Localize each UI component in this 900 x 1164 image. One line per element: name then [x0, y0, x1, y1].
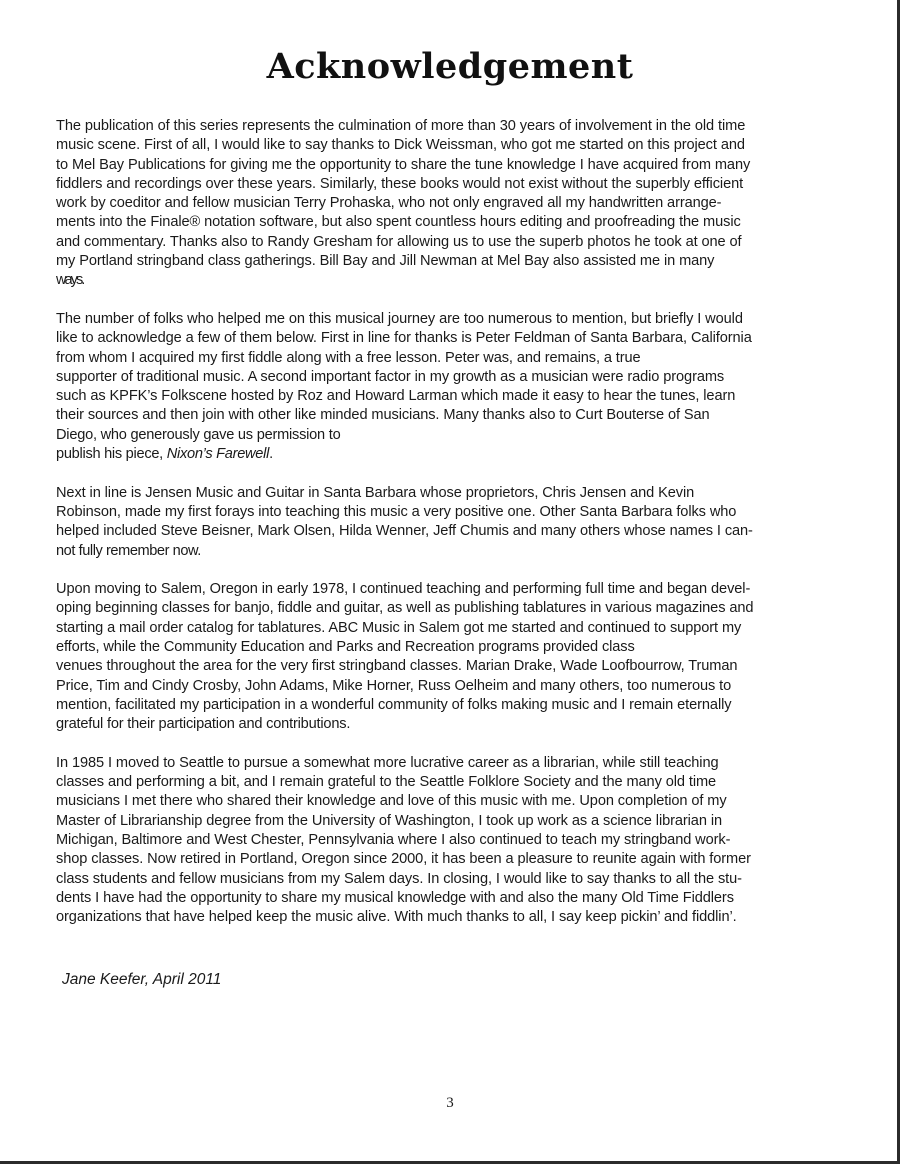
text-line: ways.	[56, 272, 84, 289]
text-line: music scene. First of all, I would like to say thanks to Dick Weissman, who got me started on this project and	[56, 137, 745, 154]
text-line: Next in line is Jensen Music and Guitar in Santa Barbara whose proprietors, Chris Jensen and Kevin	[56, 484, 695, 501]
paragraph-4	[56, 580, 856, 734]
paragraph-2	[56, 310, 856, 464]
text-line: Diego, who generously gave us permission to	[56, 426, 341, 443]
text-line: Robinson, made my first forays into teaching this music a very positive one. Other Santa Barbara folks who	[56, 503, 737, 520]
text-line: venues throughout the area for the very first stringband classes. Marian Drake, Wade Loofbourrow, Truman	[56, 658, 738, 675]
signature: Jane Keefer, April 2011	[62, 971, 222, 988]
text-line: and commentary. Thanks also to Randy Gresham for allowing us to use the superb photos he took at one of	[56, 233, 742, 250]
text-line: starting a mail order catalog for tablatures. ABC Music in Salem got me started and continued to support my	[56, 619, 742, 636]
text-line: The number of folks who helped me on this musical journey are too numerous to mention, but briefly I would	[56, 310, 743, 327]
text-line: work by coeditor and fellow musician Terry Prohaska, who not only engraved all my handwritten arrange-	[56, 195, 722, 212]
text-line: to Mel Bay Publications for giving me the opportunity to share the tune knowledge I have acquired from many	[56, 156, 751, 173]
text-line: like to acknowledge a few of them below. First in line for thanks is Peter Feldman of Santa Barbara, California	[56, 330, 752, 347]
paragraph-3	[56, 484, 856, 561]
text-line: not fully remember now.	[56, 542, 201, 559]
text-line: organizations that have helped keep the music alive. With much thanks to all, I say keep pickin’ and fiddlin’.	[56, 909, 737, 926]
text-line: my Portland stringband class gatherings. Bill Bay and Jill Newman at Mel Bay also assisted me in many	[56, 253, 715, 270]
text-line: The publication of this series represents the culmination of more than 30 years of involvement in the old time	[56, 118, 746, 134]
text-line: grateful for their participation and contributions.	[56, 716, 351, 733]
text-line-with-title	[56, 445, 856, 464]
text-line: supporter of traditional music. A second important factor in my growth as a musician were radio programs	[56, 368, 725, 385]
text-line: classes and performing a bit, and I remain grateful to the Seattle Folklore Society and the many old time	[56, 774, 717, 791]
text-line: fiddlers and recordings over these years. Similarly, these books would not exist without the superbly efficient	[56, 175, 744, 192]
text-line: helped included Steve Beisner, Mark Olsen, Hilda Wenner, Jeff Chumis and many others whose names I can-	[56, 523, 753, 540]
page-number: 3	[446, 1095, 454, 1111]
text-line: from whom I acquired my first fiddle along with a free lesson. Peter was, and remains, a true	[56, 349, 641, 366]
text-line: musicians I met there who shared their knowledge and love of this music with me. Upon completion of my	[56, 793, 727, 810]
text-line: shop classes. Now retired in Portland, Oregon since 2000, it has been a pleasure to reunite again with former	[56, 851, 751, 868]
text-line: dents I have had the opportunity to share my musical knowledge with and also the many Old Time Fiddlers	[56, 889, 734, 906]
text-line: such as KPFK’s Folkscene hosted by Roz and Howard Larman which made it easy to hear the tunes, learn	[56, 388, 736, 405]
page-title: Acknowledgement	[266, 46, 634, 87]
acknowledgement-body	[56, 117, 856, 947]
text-line: oping beginning classes for banjo, fiddle and guitar, as well as publishing tablatures in various magazines and	[56, 600, 754, 617]
text-line: their sources and then join with other like minded musicians. Many thanks also to Curt Bouterse of San	[56, 407, 710, 424]
piece-title: Nixon’s Farewell	[166, 446, 270, 463]
paragraph-5	[56, 754, 856, 928]
text-line-suffix: .	[269, 446, 273, 463]
paragraph-1	[56, 117, 856, 291]
text-line: efforts, while the Community Education and Parks and Recreation programs provided class	[56, 639, 635, 656]
text-line: class students and fellow musicians from my Salem days. In closing, I would like to say thanks to all the stu-	[56, 870, 742, 887]
text-line: mention, facilitated my participation in a wonderful community of folks making music and I remain eternally	[56, 696, 732, 713]
text-line: Michigan, Baltimore and West Chester, Pennsylvania where I also continued to teach my stringband work-	[56, 831, 731, 848]
text-line: Price, Tim and Cindy Crosby, John Adams, Mike Horner, Russ Oelheim and many others, too numerous to	[56, 677, 732, 694]
text-line: Upon moving to Salem, Oregon in early 1978, I continued teaching and performing full time and began devel-	[56, 581, 751, 598]
text-line: In 1985 I moved to Seattle to pursue a somewhat more lucrative career as a librarian, while still teaching	[56, 754, 719, 771]
text-line: Master of Librarianship degree from the University of Washington, I took up work as a science librarian in	[56, 812, 722, 829]
text-line-prefix: publish his piece,	[56, 446, 167, 463]
text-line: ments into the Finale® notation software, but also spent countless hours editing and proofreading the music	[56, 214, 741, 231]
